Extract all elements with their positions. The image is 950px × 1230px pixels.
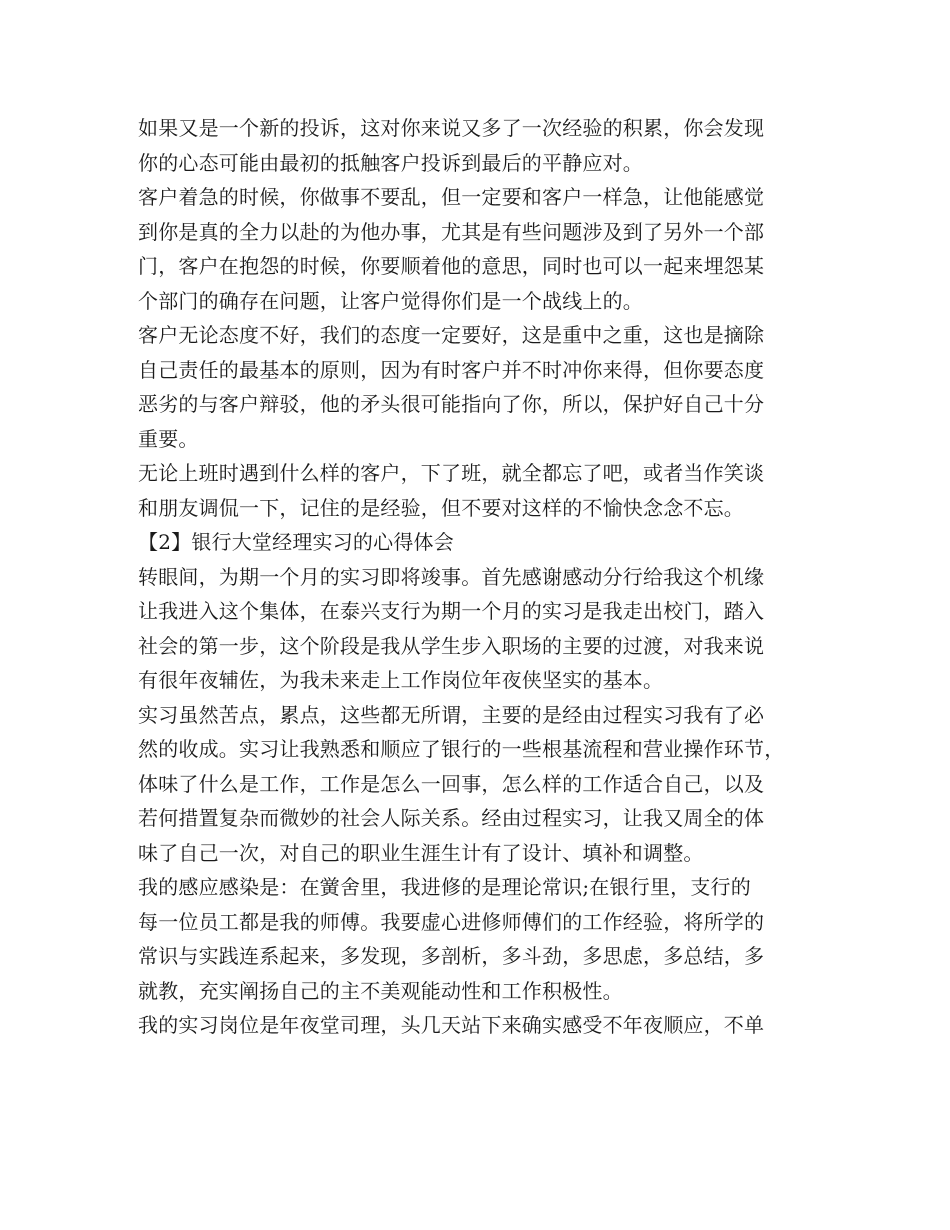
text-line: 和朋友调侃一下，记住的是经验，但不要对这样的不愉快念念不忘。 <box>138 495 744 520</box>
text-line: 我的实习岗位是年夜堂司理，头几天站下来确实感受不年夜顺应，不单 <box>138 1013 765 1037</box>
text-line: 客户无论态度不好，我们的态度一定要好，这是重中之重，这也是摘除 <box>138 323 765 347</box>
text-line: 我的感应感染是：在黉舍里，我进修的是理论常识;在银行里，支行的 <box>138 875 751 899</box>
text-line: 每一位员工都是我的师傅。我要虚心进修师傅们的工作经验，将所学的 <box>138 909 765 934</box>
text-line: 若何措置复杂而微妙的社会人际关系。经由过程实习，让我又周全的体 <box>138 806 765 830</box>
text-line: 你的心态可能由最初的抵触客户投诉到最后的平静应对。 <box>138 150 643 175</box>
text-line: 无论上班时遇到什么样的客户，下了班，就全都忘了吧，或者当作笑谈 <box>138 461 765 485</box>
text-line: 转眼间，为期一个月的实习即将竣事。首先感谢感动分行给我这个机缘 <box>138 564 765 589</box>
text-line: 常识与实践连系起来，多发现，多剖析，多斗劲，多思虑，多总结，多 <box>138 944 765 968</box>
text-line: 体味了什么是工作，工作是怎么一回事，怎么样的工作适合自己，以及 <box>138 771 765 796</box>
text-line: 重要。 <box>138 426 199 451</box>
text-line: 实习虽然苦点，累点，这些都无所谓，主要的是经由过程实习我有了必 <box>138 702 765 727</box>
text-line: 就教，充实阐扬自己的主不美观能动性和工作积极性。 <box>138 978 623 1003</box>
text-line: 有很年夜辅佐，为我未来走上工作岗位年夜侠坚实的基本。 <box>138 668 664 692</box>
text-line: 味了自己一次，对自己的职业生涯生计有了设计、填补和调整。 <box>138 840 704 865</box>
text-line: 如果又是一个新的投诉，这对你来说又多了一次经验的积累，你会发现 <box>138 116 765 140</box>
text-line: 到你是真的全力以赴的为他办事，尤其是有些问题涉及到了另外一个部 <box>138 219 765 244</box>
text-line: 恶劣的与客户辩驳，他的矛头很可能指向了你，所以，保护好自己十分 <box>138 392 765 416</box>
text-line: 自己责任的最基本的原则，因为有时客户并不时冲你来得，但你要态度 <box>138 357 765 382</box>
text-line: 客户着急的时候，你做事不要乱，但一定要和客户一样急，让他能感觉 <box>138 185 765 209</box>
section-heading: 【2】银行大堂经理实习的心得体会 <box>138 530 454 554</box>
text-line: 门，客户在抱怨的时候，你要顺着他的意思，同时也可以一起来埋怨某 <box>138 254 765 278</box>
text-line: 让我进入这个集体，在泰兴支行为期一个月的实习是我走出校门，踏入 <box>138 599 765 623</box>
text-line: 个部门的确存在问题，让客户觉得你们是一个战线上的。 <box>138 288 643 313</box>
text-line: 社会的第一步，这个阶段是我从学生步入职场的主要的过渡，对我来说 <box>138 633 765 658</box>
document-body <box>138 111 818 1043</box>
text-line: 然的收成。实习让我熟悉和顺应了银行的一些根基流程和营业操作环节， <box>138 737 785 761</box>
